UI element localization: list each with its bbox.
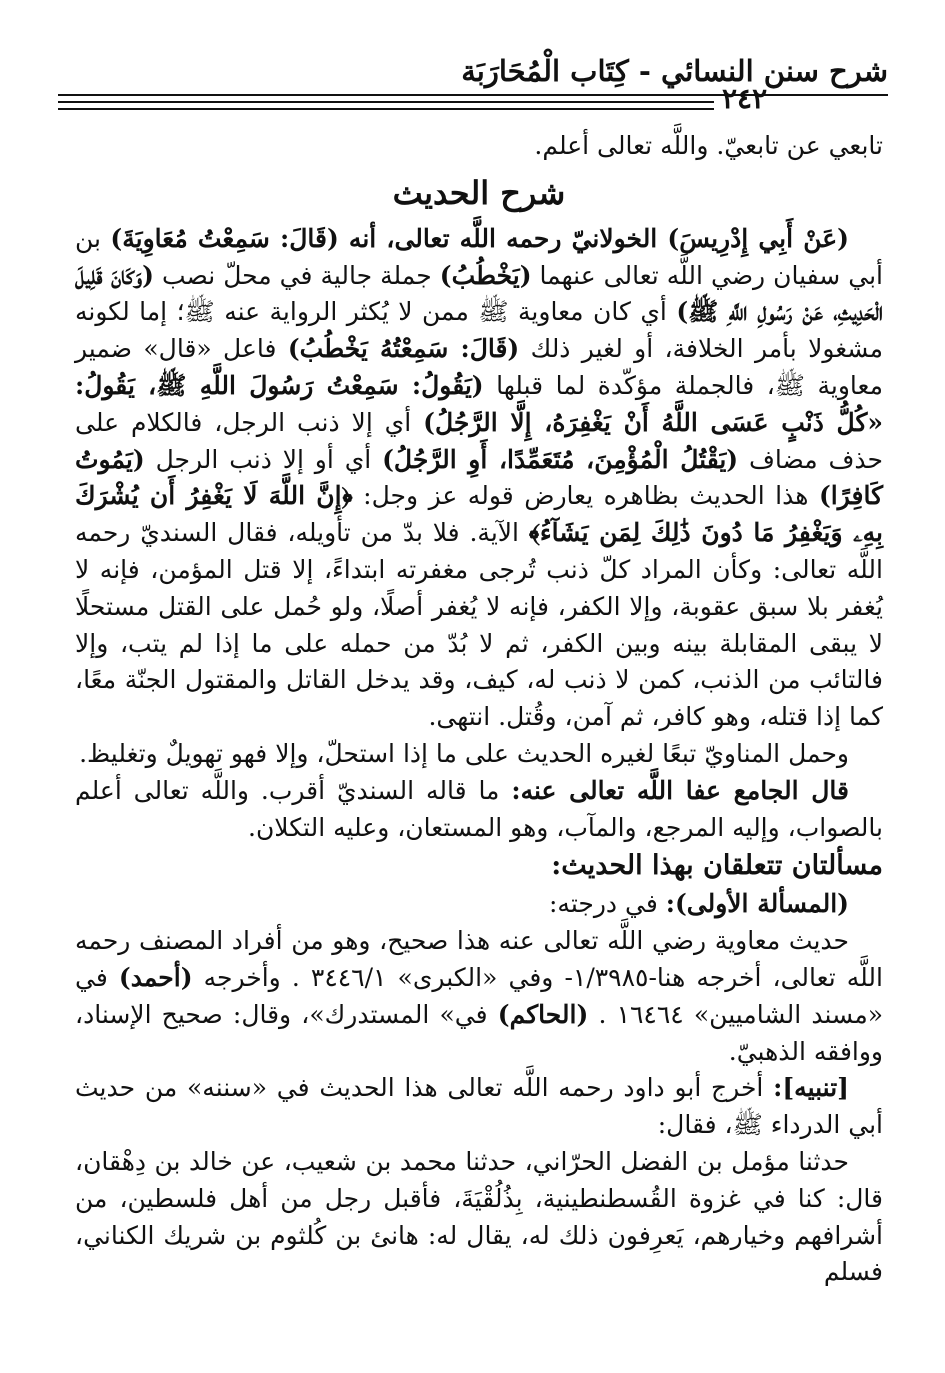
issue-label: (المسألة الأولى): — [665, 889, 849, 919]
commentary-text: الآية. فلا بدّ من تأويله، فقال السنديّ رحمه اللَّه تعالى: وكأن المراد كلّ ذنب تُرجى مغفرته ابتداءً، إلا قتل المؤمن، فإنه لا يُغفر بلا سبق عقوبة، وإلا الكفر، فإنه لا يُغفر أصلًا، ولو حُمل على القتل مستحلًا لا يبقى المقابلة بينه وبين الكفر، ثم لا بُدّ من حمله على ما إذا لم يتب، وإلا فالتائب من الذنب، كمن لا ذنب له، كيف، وقد يدخل القاتل والمقتول الجنّة معًا، كما إذا قتله، وهو كافر، ثم آمن، وقُتل. انتهى. — [75, 518, 883, 732]
commentary-text: أي أو إلا ذنب الرجل — [144, 444, 383, 474]
hadith-text: (يَمُوتُ كَافِرًا) — [75, 444, 883, 511]
paragraph-takhrij — [75, 923, 883, 1070]
paragraph-note — [75, 1070, 883, 1144]
hadith-text: (يَقْتُلُ الْمُؤْمِنَ، مُتَعَمِّدًا، أَوِ الرَّجُلُ) — [382, 444, 739, 474]
commentary-text: أي إلا ذنب الرجل، فالكلام على حذف مضاف — [75, 407, 883, 474]
source-name: (الحاكم) — [497, 999, 589, 1029]
takhrij-text: في» المستدرك»، وقال: صحيح الإسناد، ووافقه الذهبيّ. — [75, 999, 883, 1066]
paragraph-isnad: حدثنا مؤمل بن الفضل الحرّاني، حدثنا محمد بن شعيب، عن خالد بن دِهْقان، قال: كنا في غزوة القُسطنطينية، بِذُلُقْيَةَ، فأقبل رجل من أهل فلسطين، من أشرافهم وخيارهم، يَعرِفون ذلك له، يقال له: هانئ بن كُلثوم بن شريك الكناني، فسلم — [75, 1146, 883, 1287]
note-text: أخرج أبو داود رحمه اللَّه تعالى هذا الحديث في «سننه» من حديث أبي الدرداء ﷺ، فقال: — [75, 1073, 883, 1140]
takhrij-text: حديث معاوية رضي اللَّه تعالى عنه هذا صحيح، وهو من أفراد المصنف رحمه اللَّه تعالى، أخرجه هنا-١/٣٩٨٥- وفي «الكبرى» ٣٤٤٦/١ . وأخرجه — [75, 926, 883, 992]
hadith-text: (عَنْ أَبِي إِدْرِيسَ) الخولانيّ رحمه اللَّه تعالى، أنه — [338, 223, 850, 253]
compiler-text: ما قاله السنديّ أقرب. واللَّه تعالى أعلم بالصواب، وإليه المرجع، والمآب، وهو المستعان، وعليه التكلان. — [75, 775, 883, 842]
commentary-text: فاعل «قال» ضمير معاوية ﷺ، فالجملة مؤكّدة لما قبلها — [75, 334, 883, 400]
hadith-text: (يَخْطُبُ) — [439, 260, 532, 290]
paragraph-issue-one — [75, 886, 883, 923]
quran-verse: ﴿إِنَّ اللَّهَ لَا يَغْفِرُ أَن يُشْرَكَ بِهِۦ وَيَغْفِرُ مَا دُونَ ذَٰلِكَ لِمَن يَشَآءُ﴾ — [75, 481, 884, 548]
page-number: ٢٤٢ — [722, 82, 768, 115]
hadith-text: (قَالَ: سَمِعْتُ مُعَاوِيَةَ) — [110, 223, 339, 253]
note-label: [تنبيه]: — [773, 1073, 849, 1103]
commentary-text: بن أبي سفيان رضي اللَّه تعالى عنهما — [75, 223, 883, 290]
hadith-text: (وَكَانَ قَلِيلَ الْحَدِيثِ، عَنْ رَسُولِ اللَّهِ ﷺ) — [75, 260, 883, 327]
section-heading: شرح الحديث — [392, 173, 566, 212]
issue-text: في درجته: — [549, 889, 666, 919]
hadith-text: (قَالَ: سَمِعْتُهُ يَخْطُبُ) — [287, 334, 520, 364]
hadith-text: (يَقُولُ: سَمِعْتُ رَسُولَ اللَّهِ ﷺ، يَقُولُ: «كُلُّ ذَنْبٍ عَسَى اللَّهُ أَنْ يَغْفِرَهُ، إِلَّا الرَّجُلُ) — [75, 370, 883, 437]
paragraph-munawi: وحمل المناويّ تبعًا لغيره الحديث على ما إذا استحلّ، وإلا فهو تهويلٌ وتغليظ. — [79, 738, 849, 768]
paragraph-commentary — [75, 221, 883, 736]
decorative-rule — [58, 94, 714, 96]
commentary-text: أي كان معاوية ﷺ ممن لا يُكثر الرواية عنه ﷺ؛ إما لكونه مشغولا بأمر الخلافة، أو لغير ذلك — [75, 297, 883, 364]
paragraph-intro: تابعي عن تابعيّ. واللَّه تعالى أعلم. — [534, 131, 883, 160]
paragraph-compiler — [75, 773, 883, 847]
commentary-text: هذا الحديث بظاهره يعارض قوله عز وجل: — [352, 481, 819, 511]
commentary-text: جملة جالية في محلّ نصب — [154, 260, 440, 290]
decorative-rule — [58, 101, 714, 103]
issues-heading: مسألتان تتعلقان بهذا الحديث: — [551, 850, 883, 882]
takhrij-text: في «مسند الشاميين» ١٦٤٦٤ . — [75, 962, 884, 1029]
compiler-label: قال الجامع عفا اللَّه تعالى عنه: — [511, 775, 849, 805]
running-title: شرح سنن النسائي - كِتَاب الْمُحَارَبَة — [461, 54, 888, 88]
decorative-rule — [58, 108, 714, 110]
source-name: (أحمد) — [118, 962, 193, 992]
main-text — [75, 128, 883, 1291]
page-number-row — [0, 82, 945, 115]
